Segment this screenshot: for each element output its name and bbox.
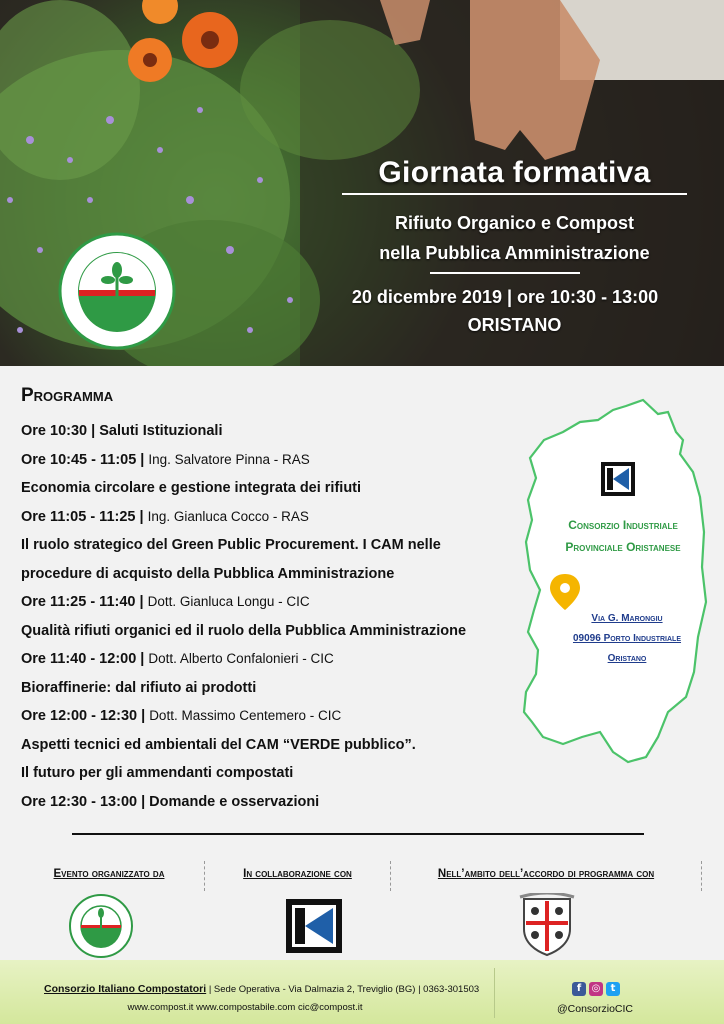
social-icons: [572, 978, 623, 996]
program-text: Qualità rifiuti organici ed il ruolo della Pubblica Amministrazione: [21, 622, 467, 639]
social-handle[interactable]: @ConsorzioCIC: [556, 1003, 633, 1015]
program-speaker: Ing. Gianluca Cocco - RAS: [147, 508, 309, 524]
program-line: [21, 702, 521, 731]
program-text: Ore 12:30 - 13:00 | Domande e osservazioni: [21, 793, 320, 810]
program-text: Ore 11:05 - 11:25 |: [21, 508, 148, 525]
program-speaker: Dott. Gianluca Longu - CIC: [147, 594, 310, 609]
subtitle-underline: [430, 272, 580, 274]
program-text: procedure di acquisto della Pubblica Amministrazione: [21, 565, 395, 582]
program-line: [21, 645, 521, 674]
section-divider: [72, 833, 644, 835]
program-line: [21, 560, 521, 589]
partner-organizer-header: [14, 861, 205, 891]
program-line: [21, 674, 521, 703]
program-text: Bioraffinerie: dal rifiuto ai prodotti: [21, 679, 257, 696]
program-line: [21, 759, 521, 788]
program-speaker: Dott. Massimo Centemero - CIC: [149, 708, 342, 723]
map-address-postal[interactable]: 09096 Porto Industriale: [572, 633, 682, 644]
program-heading: Programma: [21, 385, 114, 406]
partner-collaboration-header: [205, 861, 391, 891]
sardinia-region-crest: [516, 893, 578, 957]
consorzio-industriale-logo: [286, 899, 342, 953]
title-underline: [342, 193, 687, 195]
program-line: [21, 531, 521, 560]
footer-org-details: Sede Operativa - Via Dalmazia 2, Treviglio (BG) | 0363-301503: [213, 984, 480, 995]
event-subtitle-line2: nella Pubblica Amministrazione: [379, 243, 650, 263]
program-speaker: Dott. Alberto Confalonieri - CIC: [148, 651, 334, 666]
program-section: [21, 385, 521, 816]
footer-vertical-separator: [494, 968, 495, 1018]
program-text: Il ruolo strategico del Green Public Procurement. I CAM nelle: [21, 537, 441, 553]
map-address-city[interactable]: Oristano: [607, 653, 647, 664]
hero-banner: [0, 0, 724, 366]
map-org-line2: Provinciale Oristanese: [565, 540, 681, 554]
program-line: [21, 474, 521, 503]
program-text: Economia circolare e gestione integrata dei rifiuti: [21, 480, 362, 496]
event-subtitle-line1: Rifiuto Organico e Compost: [394, 213, 634, 233]
twitter-icon[interactable]: t: [606, 982, 620, 996]
sardinia-map: [508, 392, 718, 772]
program-text: Il futuro per gli ammendanti compostati: [21, 765, 294, 781]
program-text: Ore 12:00 - 12:30 |: [21, 708, 150, 724]
program-line: [21, 446, 521, 475]
footer-websites[interactable]: www.compost.it www.compostabile.com cic@compost.it: [127, 1002, 363, 1013]
map-org-line1: Consorzio Industriale: [568, 518, 678, 532]
map-address-street[interactable]: Via G. Marongiu: [591, 613, 663, 624]
program-text: Ore 10:30 | Saluti Istituzionali: [21, 423, 223, 439]
footer-org-line: [44, 983, 479, 995]
program-text: Ore 10:45 - 11:05 |: [21, 451, 149, 468]
partner-agreement-header: [391, 861, 702, 891]
program-speaker: Ing. Salvatore Pinna - RAS: [148, 451, 310, 467]
partner-organizer-label: Evento organizzato da: [53, 868, 165, 880]
program-line: [21, 417, 521, 446]
program-text: Ore 11:40 - 12:00 |: [21, 651, 149, 667]
footer-org-name[interactable]: Consorzio Italiano Compostatori: [44, 983, 207, 995]
partner-agreement-label: Nell’ambito dell’accordo di programma con: [437, 868, 655, 880]
cic-logo: [58, 232, 176, 350]
facebook-icon[interactable]: f: [572, 982, 586, 996]
event-title: Giornata formativa: [378, 156, 651, 189]
partner-collaboration-label: In collaborazione con: [243, 868, 352, 880]
instagram-icon[interactable]: ◎: [589, 982, 603, 996]
program-line: [21, 788, 521, 817]
footer-separator-bar: |: [208, 984, 214, 995]
program-line: [21, 731, 521, 760]
event-date-time: 20 dicembre 2019 | ore 10:30 - 13:00: [351, 287, 659, 307]
cic-logo-small: [68, 893, 134, 959]
program-text: Ore 11:25 - 11:40 |: [21, 594, 148, 610]
program-line: [21, 588, 521, 617]
program-line: [21, 503, 521, 532]
program-text: Aspetti tecnici ed ambientali del CAM “VERDE pubblico”.: [21, 736, 416, 753]
program-line: [21, 617, 521, 646]
event-city: ORISTANO: [467, 315, 562, 335]
footer: [0, 960, 724, 1024]
